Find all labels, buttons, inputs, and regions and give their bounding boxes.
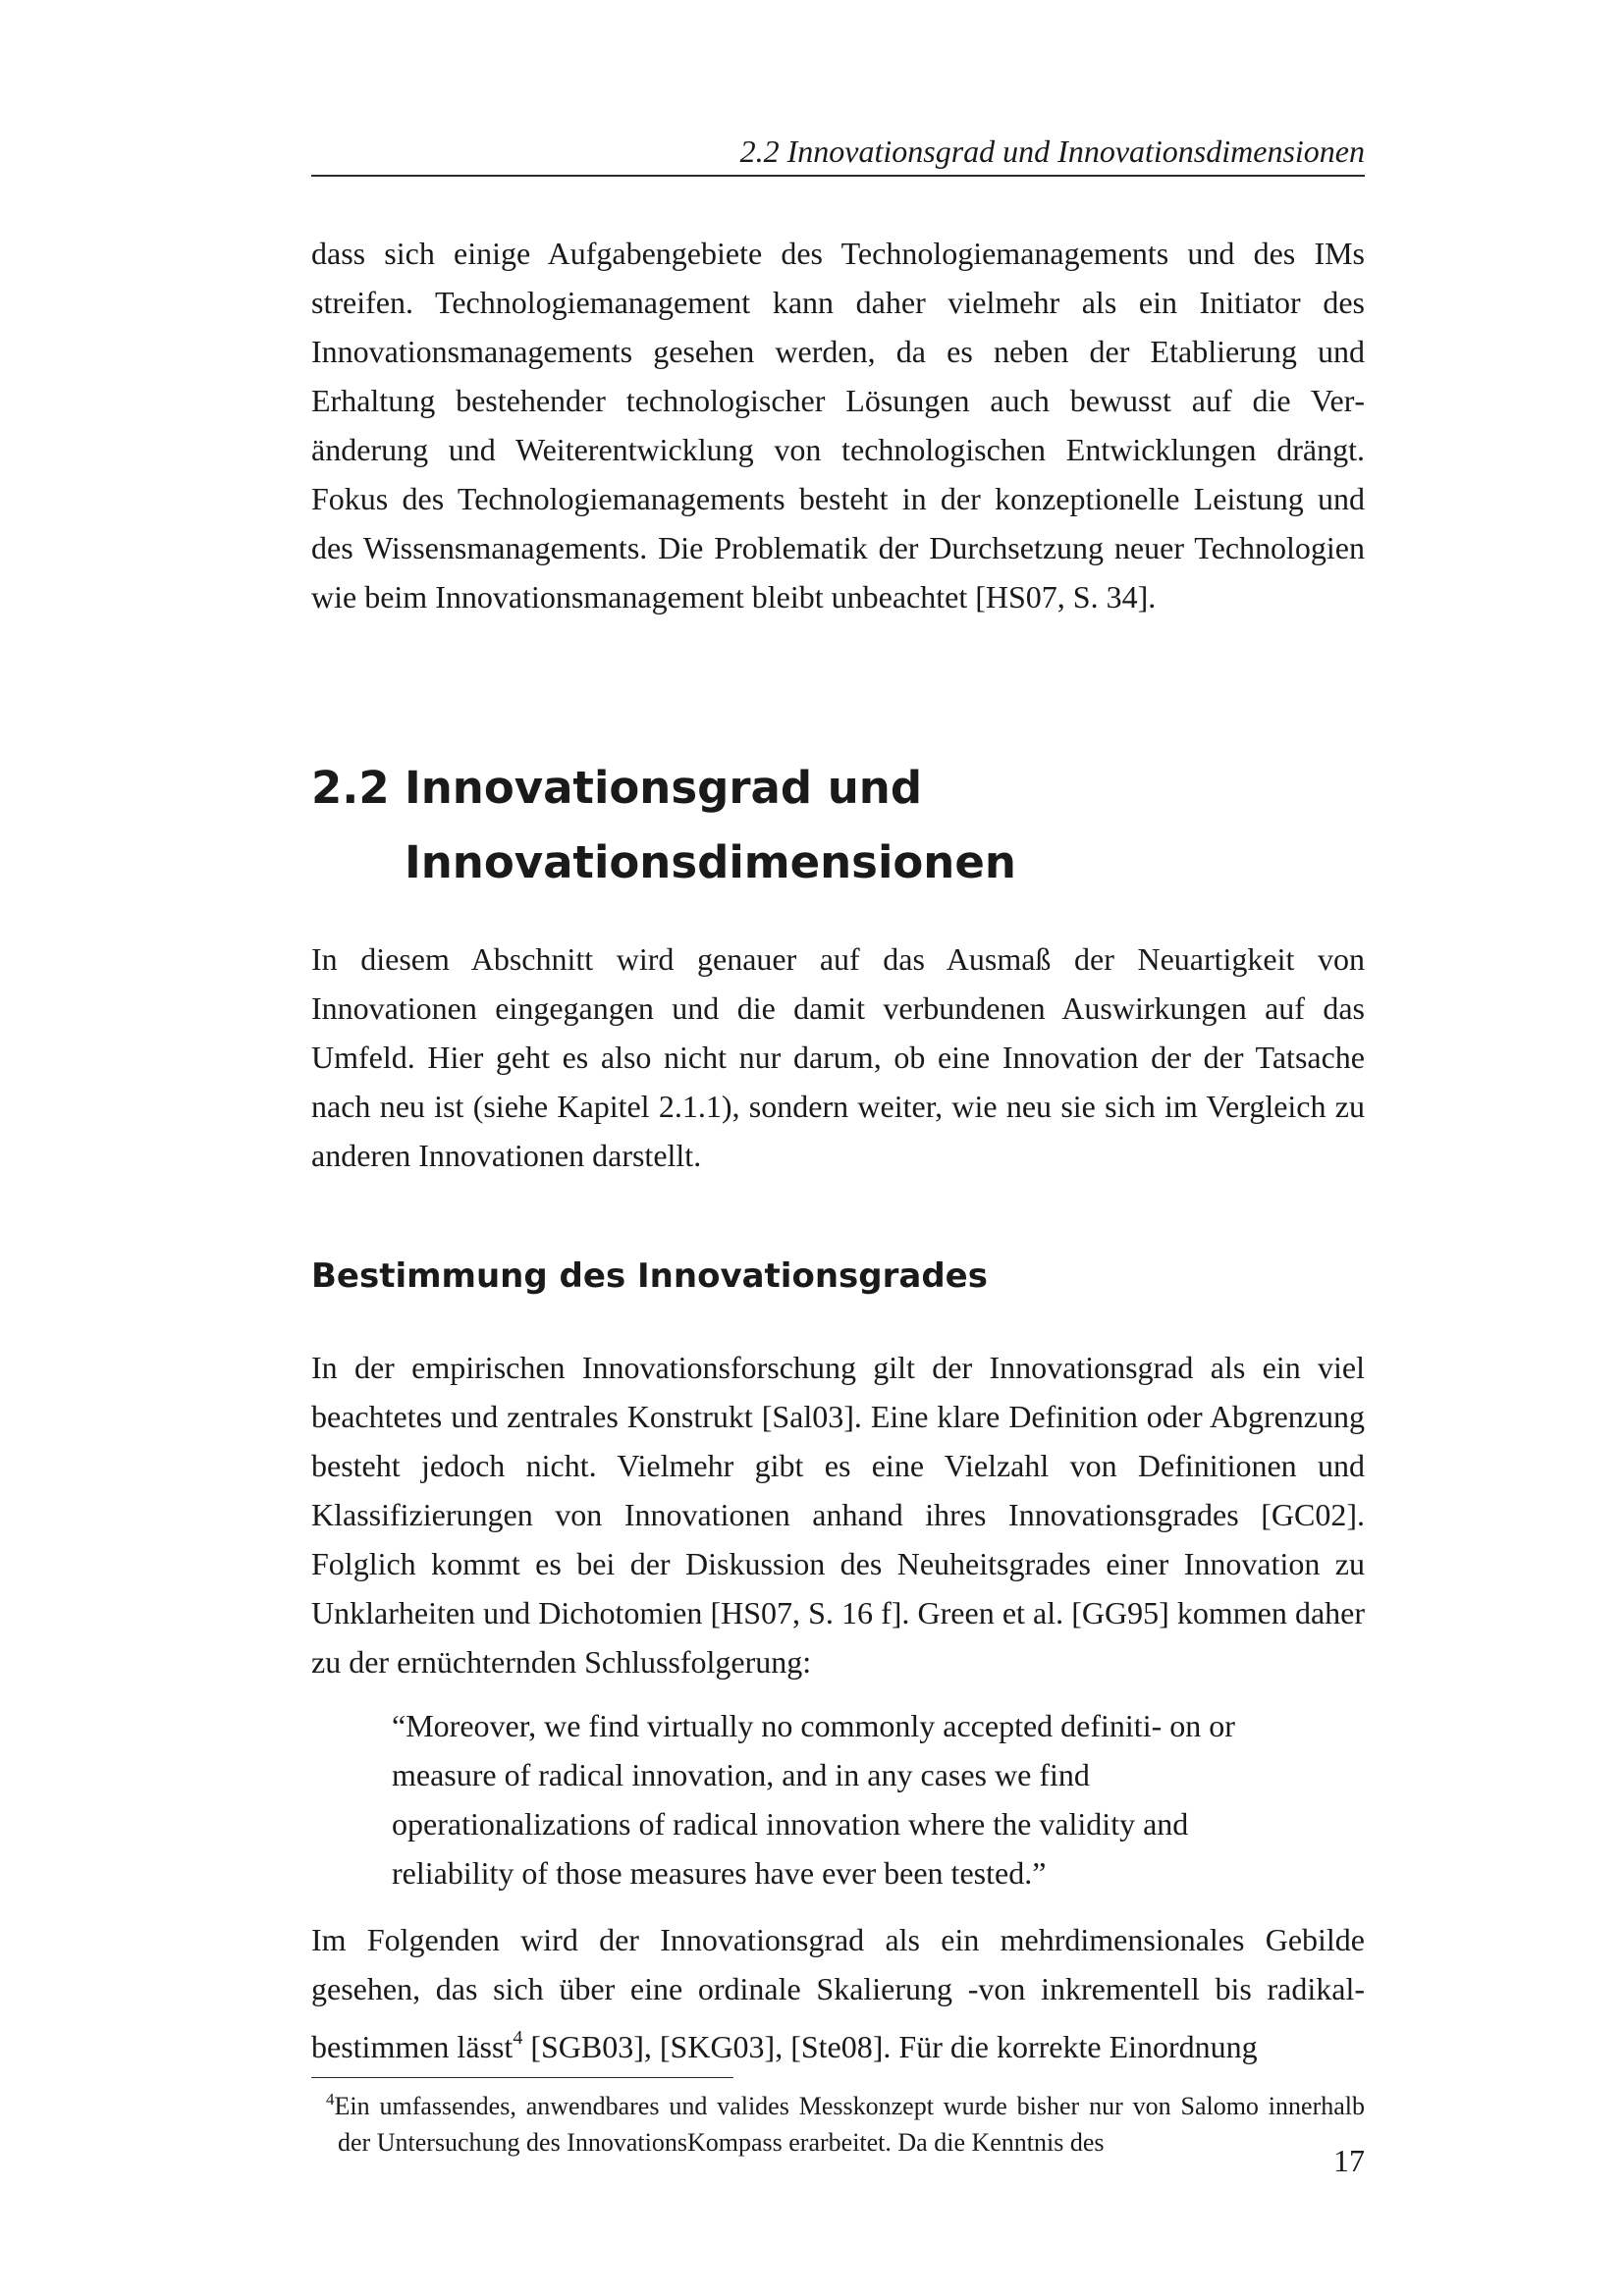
body-text: [SGB03], [SKG03], [Ste08]. Für die korrekte Einordnung bbox=[522, 2029, 1258, 2064]
footnote-text: Ein umfassendes, anwendbares und valides Messkonzept wurde bisher nur von Salomo innerhalb der Untersuchung des InnovationsKompass erarbeitet. Da die Kenntnis des bbox=[334, 2092, 1365, 2157]
subsection-heading: Bestimmung des Innovationsgrades bbox=[311, 1256, 988, 1296]
body-paragraph: In diesem Abschnitt wird genauer auf das Ausmaß der Neuartigkeit von Innovationen eingegangen und die damit verbundenen Auswirkungen auf das Umfeld. Hier geht es also nicht nur darum, ob eine Innovation der der Tatsache nach neu ist (siehe Kapitel 2.1.1), sondern weiter, wie neu sie sich im Vergleich zu anderen Innovationen darstellt. bbox=[311, 941, 1365, 1173]
body-paragraph: In der empirischen Innovationsforschung gilt der Innovationsgrad als ein viel beachtetes und zentrales Konstrukt [Sal03]. Eine klare Definition oder Abgrenzung besteht jedoch nicht. Vielmehr gibt es eine Vielzahl von Definitionen und Klassifizierungen von Innovationen anhand ihres Innovationsgrades [GC02]. Folglich kommt es bei der Diskussion des Neuheitsgrades einer Innovation zu Unklarheiten und Dichotomien [HS07, S. 16 f]. Green et al. [GG95] kommen daher zu der ernüchternden Schlussfolgerung: bbox=[311, 1350, 1365, 1680]
footnote-marker: 4 bbox=[326, 2090, 335, 2109]
body-text: Im Folgenden wird der Innovationsgrad als ein mehrdimensionales Gebilde gesehen, das sich über eine ordinale Skalierung -von inkrementell bis radikal- bestimmen lässt bbox=[311, 1922, 1365, 2064]
footnote-separator bbox=[311, 2077, 733, 2078]
section-number: 2.2 bbox=[311, 762, 390, 814]
running-header: 2.2 Innovationsgrad und Innovationsdimensionen bbox=[311, 128, 1365, 177]
block-quote: “Moreover, we find virtually no commonly accepted definiti- on or measure of radical innovation, and in any cases we find operationalizations of radical innovation where the validity and reliability of those measures have ever been tested.” bbox=[392, 1708, 1235, 1891]
footnote-reference[interactable]: 4 bbox=[513, 2027, 523, 2049]
body-paragraph bbox=[311, 1915, 1365, 2071]
body-paragraph: dass sich einige Aufgabengebiete des Technologiemanagements und des IMs streifen. Technologiemanagement kann daher vielmehr als ein Initiator des Innovationsmanagements gesehen werden, da es neben der Etablierung und Erhaltung bestehender technologischer Lösungen auch bewusst auf die Veränderung und Weiterentwicklung von technologischen Entwicklungen drängt. Fokus des Technologiemanagements besteht in der konzeptionelle Leistung und des Wissensmanagements. Die Problematik der Durchsetzung neuer Technologien wie beim Innovationsmanagement bleibt unbeachtet [HS07, S. 34]. bbox=[311, 236, 1365, 614]
section-title: Innovationsgrad und Innovationsdimensionen bbox=[405, 762, 1016, 888]
footnote bbox=[326, 2081, 1365, 2161]
page-number: 17 bbox=[1333, 2143, 1365, 2178]
document-page bbox=[311, 0, 1365, 2296]
